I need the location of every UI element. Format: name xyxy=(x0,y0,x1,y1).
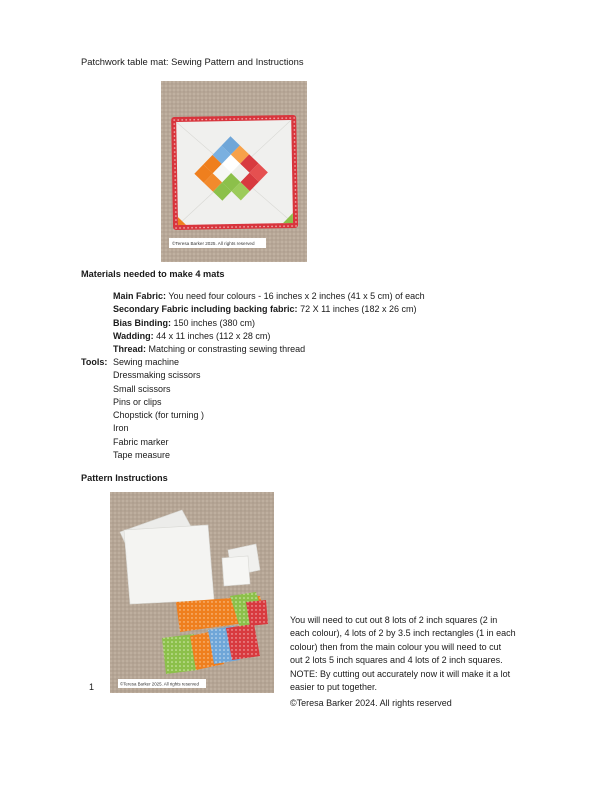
tool-item: Sewing machine xyxy=(113,357,180,367)
tools-label: Tools: xyxy=(81,357,108,367)
photo-caption: ©Teresa Barker 2025. All rights reserved xyxy=(172,241,255,246)
instruction-line: colour) then from the main colour you will need to cut xyxy=(290,641,502,652)
page-title: Patchwork table mat: Sewing Pattern and Instructions xyxy=(81,56,304,67)
material-item: Secondary Fabric including backing fabric: 72 X 11 inches (182 x 26 cm) xyxy=(113,304,417,314)
instruction-line: out 2 lots 5 inch squares and 4 lots of 2 inch squares. xyxy=(290,655,503,666)
material-item: Thread: Matching or constrasting sewing thread xyxy=(113,344,306,354)
tool-item: Pins or clips xyxy=(113,397,162,407)
tool-item: Small scissors xyxy=(113,384,171,394)
material-item: Main Fabric: You need four colours - 16 inches x 2 inches (41 x 5 cm) of each xyxy=(113,291,425,301)
instruction-line: each colour), 4 lots of 2 by 3.5 inch rectangles (1 in each xyxy=(290,628,516,639)
instruction-line: You will need to cut out 8 lots of 2 inch squares (2 in xyxy=(290,615,498,625)
tool-item: Chopstick (for turning ) xyxy=(113,410,205,420)
instruction-line: NOTE: By cutting out accurately now it will make it a lot xyxy=(290,668,511,679)
tool-item: Iron xyxy=(113,423,129,433)
materials-heading: Materials needed to make 4 mats xyxy=(81,269,225,279)
instructions-paragraph xyxy=(290,614,536,694)
tool-item: Fabric marker xyxy=(113,437,169,447)
page-number: 1 xyxy=(89,682,95,692)
tool-item: Tape measure xyxy=(113,450,171,460)
pattern-heading: Pattern Instructions xyxy=(81,473,168,483)
material-item: Wadding: 44 x 11 inches (112 x 28 cm) xyxy=(113,331,271,341)
instruction-line: easier to put together. xyxy=(290,682,378,693)
material-item: Bias Binding: 150 inches (380 cm) xyxy=(113,318,256,328)
copyright-notice: ©Teresa Barker 2024. All rights reserved xyxy=(290,698,452,708)
cut-pieces-photo xyxy=(110,492,274,693)
tool-item: Dressmaking scissors xyxy=(113,370,201,380)
table-mat-photo xyxy=(161,81,307,262)
photo-caption: ©Teresa Barker 2025. All rights reserved xyxy=(120,681,199,687)
